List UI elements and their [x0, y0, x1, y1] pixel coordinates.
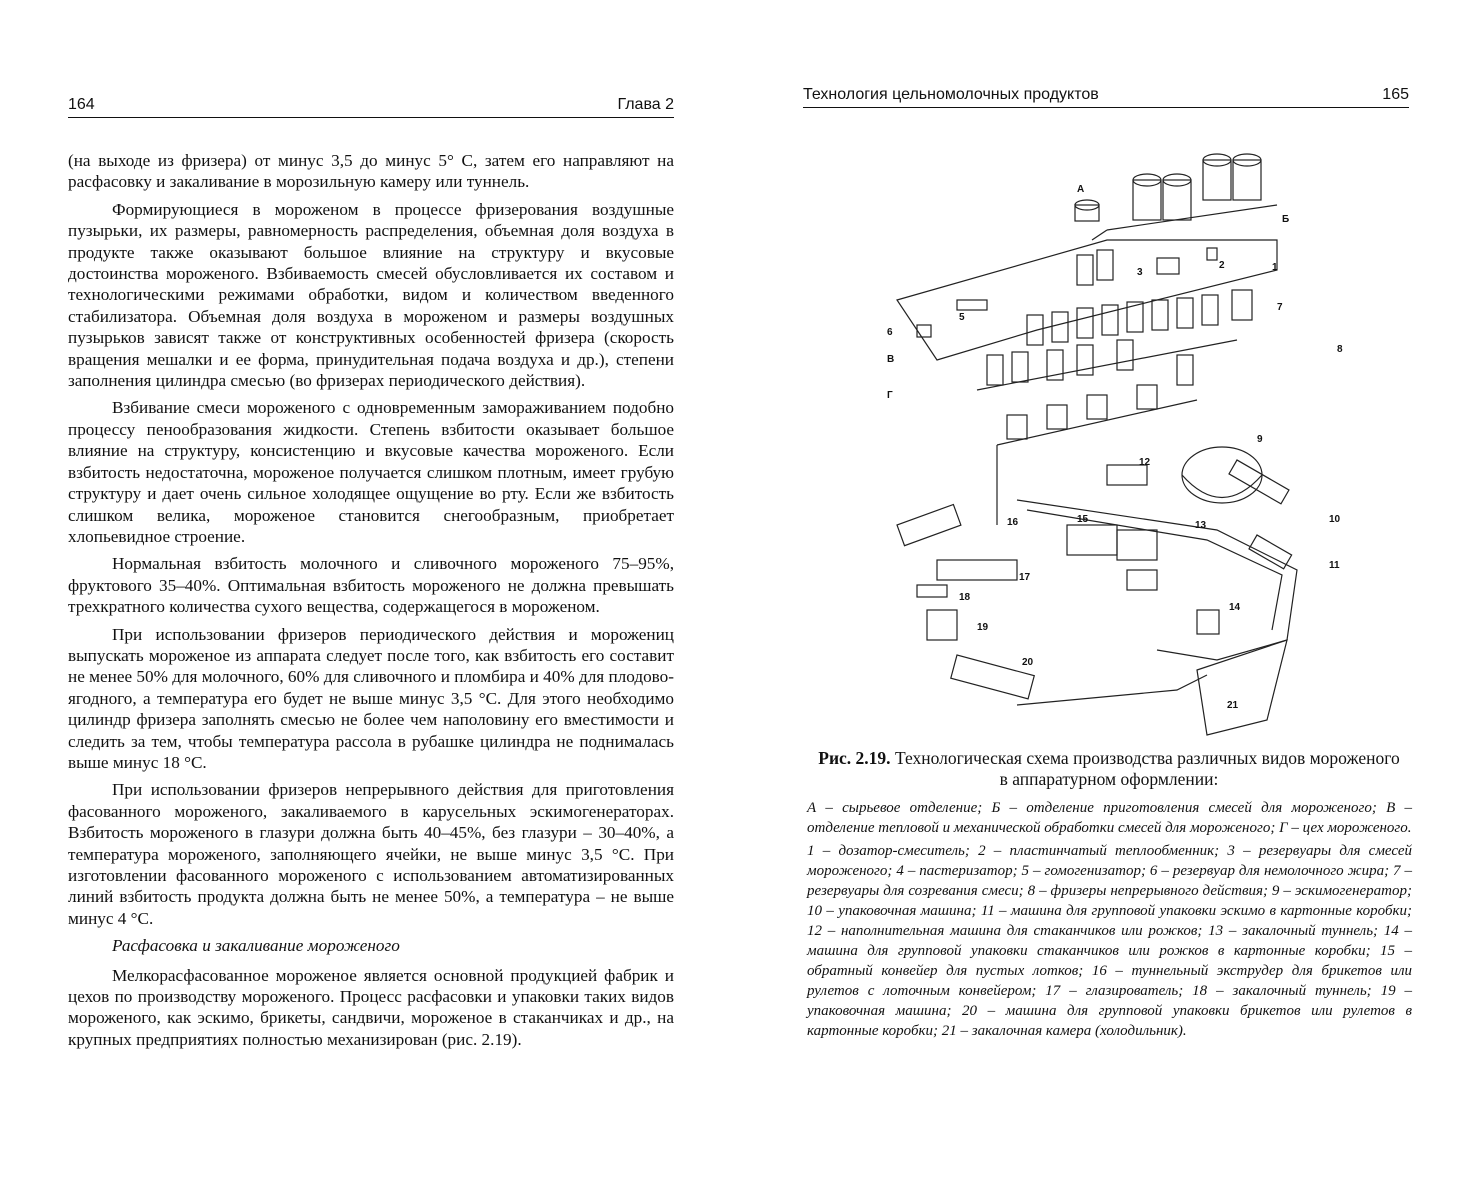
figure-caption: [813, 748, 1405, 790]
freezers: [997, 385, 1197, 525]
figure-number: Рис. 2.19.: [818, 748, 891, 768]
label-v: В: [887, 354, 895, 365]
label-14: 14: [1229, 602, 1241, 613]
page-number-left: 164: [68, 96, 95, 113]
label-21: 21: [1227, 700, 1239, 711]
label-g: Г: [887, 390, 893, 401]
eskimo-generator: [1182, 447, 1289, 504]
paragraph: Взбивание смеси мороженого с одновременным замораживанием подобно процессу пенообразования жидкости. Степень взбитости оказывает большое влияние на структуру, консистенцию и вкусовые качества мороженого. Если взбитость недостаточна, мороженое получается слишком плотным, имеет грубую структуру и дает очень сильное холодящее ощущение во рту. Если же взбитость слишком велика, мороженое становится снегообразным, приобретает хлопьевидное строение.: [68, 398, 674, 546]
raw-tanks: [1075, 154, 1277, 240]
label-8: 8: [1337, 344, 1343, 355]
legend-items: 1 – дозатор-смеситель; 2 – пластинчатый теплообменник; 3 – резервуары для смесей мороженого; 4 – пастеризатор; 5 – гомогенизатор; 6 – резервуар для немолочного жира; 7 – резервуары для созревания смеси; 8 – фризеры непрерывного действия; 9 – эскимогенератор; 10 – упаковочная машина; 11 – машина для групповой упаковки эскимо в картонные коробки; 12 – наполнительная машина для стаканчиков или рожков; 13 – закалочный туннель; 14 – машина для групповой упаковки стаканчиков или рожков в картонные коробки; 15 – обратный конвейер для пустых лотков; 16 – туннельный экструдер для брикетов или рулетов с лоточным конвейером; 17 – глазирователь; 18 – закалочный туннель; 19 – упаковочная машина; 20 – машина для групповой упаковки брикетов или рулетов в картонные коробки; 21 – закалочная камера (холодильник).: [807, 843, 1412, 1039]
label-12: 12: [1139, 457, 1151, 468]
paragraph: Формирующиеся в мороженом в процессе фризерования воздушные пузырьки, их размеры, равномерность распределения, объемная доля воздуха в продукте также оказывают большое влияние на структуру и вкусовые достоинства мороженого. Взбиваемость смесей обусловливается их составом и технологическими режимами обработки, видом и количеством введенного стабилизатора. Объемная доля воздуха в мороженом и размеры воздушных пузырьков зависят также от конструктивных особенностей фризера (скорость вращения мешалки и ее форма, принудительная подача воздуха и др.), степени заполнения цилиндра смесью (во фризерах периодического действия).: [68, 199, 674, 391]
paragraph: При использовании фризеров непрерывного действия для приготовления фасованного мороженого, закаливаемого в карусельных эскимогенераторах. Взбитость мороженого в глазури должна быть 40–45%, без глазури – 30–40%, а температура мороженого, заполняющего ячейки, не выше минус 3,5 °С. При изготовлении фасованного мороженого с использованием автоматизированных линий взбитость продукта должна быть не менее 50%, а температура – не выше минус 4 °С.: [68, 780, 674, 928]
label-17: 17: [1019, 572, 1031, 583]
page-number-right: 165: [1382, 86, 1409, 103]
right-running-head: [803, 82, 1409, 108]
left-running-head: [68, 92, 674, 118]
paragraph: Мелкорасфасованное мороженое является основной продукцией фабрик и цехов по производству мороженого. Процесс расфасовки и упаковки таких видов мороженого, как эскимо, брикеты, сандвичи, мороженое в стаканчиках и др., на крупных предприятиях полностью механизирован (рис. 2.19).: [68, 965, 674, 1049]
caption-text: Технологическая схема производства различных видов мороженого в аппаратурном оформлении:: [890, 748, 1400, 789]
section-subheading: Расфасовка и закаливание мороженого: [112, 936, 400, 956]
legend-sections: А – сырьевое отделение; Б – отделение приготовления смесей для мороженого; В – отделение тепловой и механической обработки смесей для мороженого; Г – цех мороженого.: [807, 800, 1412, 836]
label-7: 7: [1277, 302, 1283, 313]
label-b: Б: [1282, 214, 1290, 225]
process-diagram: [877, 130, 1347, 740]
paragraph: (на выходе из фризера) от минус 3,5 до минус 5° С, затем его направляют на расфасовку и закаливание в морозильную камеру или туннель.: [68, 151, 674, 192]
label-20: 20: [1022, 657, 1034, 668]
production-line: [897, 465, 1297, 735]
label-5: 5: [959, 312, 965, 323]
figure-legend: [807, 798, 1412, 1044]
label-19: 19: [977, 622, 989, 633]
left-body-text: [68, 150, 674, 1056]
label-18: 18: [959, 592, 971, 603]
paragraph: При использовании фризеров периодического действия и морожениц выпускать мороженое из аппарата следует после того, как взбитость его составит не менее 50% для молочного, 60% для сливочного и пломбира и 40% для плодово-ягодного, а температура его будет не выше минус 3,5 °С. Для этого необходимо цилиндр фризера заполнять смесью не более чем наполовину его вместимости и следить за тем, чтобы температура рассола в рубашке цилиндра не поднималась выше минус 18 °С.: [68, 624, 674, 772]
label-6: 6: [887, 327, 893, 338]
left-page: [0, 0, 737, 1179]
running-title: Технология цельномолочных продуктов: [803, 86, 1099, 103]
right-page: [737, 0, 1475, 1179]
label-16: 16: [1007, 517, 1019, 528]
mixing-floor: [897, 240, 1277, 360]
label-13: 13: [1195, 520, 1207, 531]
chapter-title: Глава 2: [617, 96, 674, 113]
label-2: 2: [1219, 260, 1225, 271]
label-9: 9: [1257, 434, 1263, 445]
maturation-tanks: [977, 290, 1252, 390]
label-1: 1: [1272, 262, 1278, 273]
label-a: А: [1077, 184, 1085, 195]
label-10: 10: [1329, 514, 1341, 525]
label-11: 11: [1329, 560, 1340, 571]
label-3: 3: [1137, 267, 1143, 278]
label-15: 15: [1077, 514, 1089, 525]
paragraph: Нормальная взбитость молочного и сливочного мороженого 75–95%, фруктового 35–40%. Оптимальная взбитость мороженого не должна превышать трехкратного количества сухого вещества, содержащегося в мороженом.: [68, 554, 674, 617]
